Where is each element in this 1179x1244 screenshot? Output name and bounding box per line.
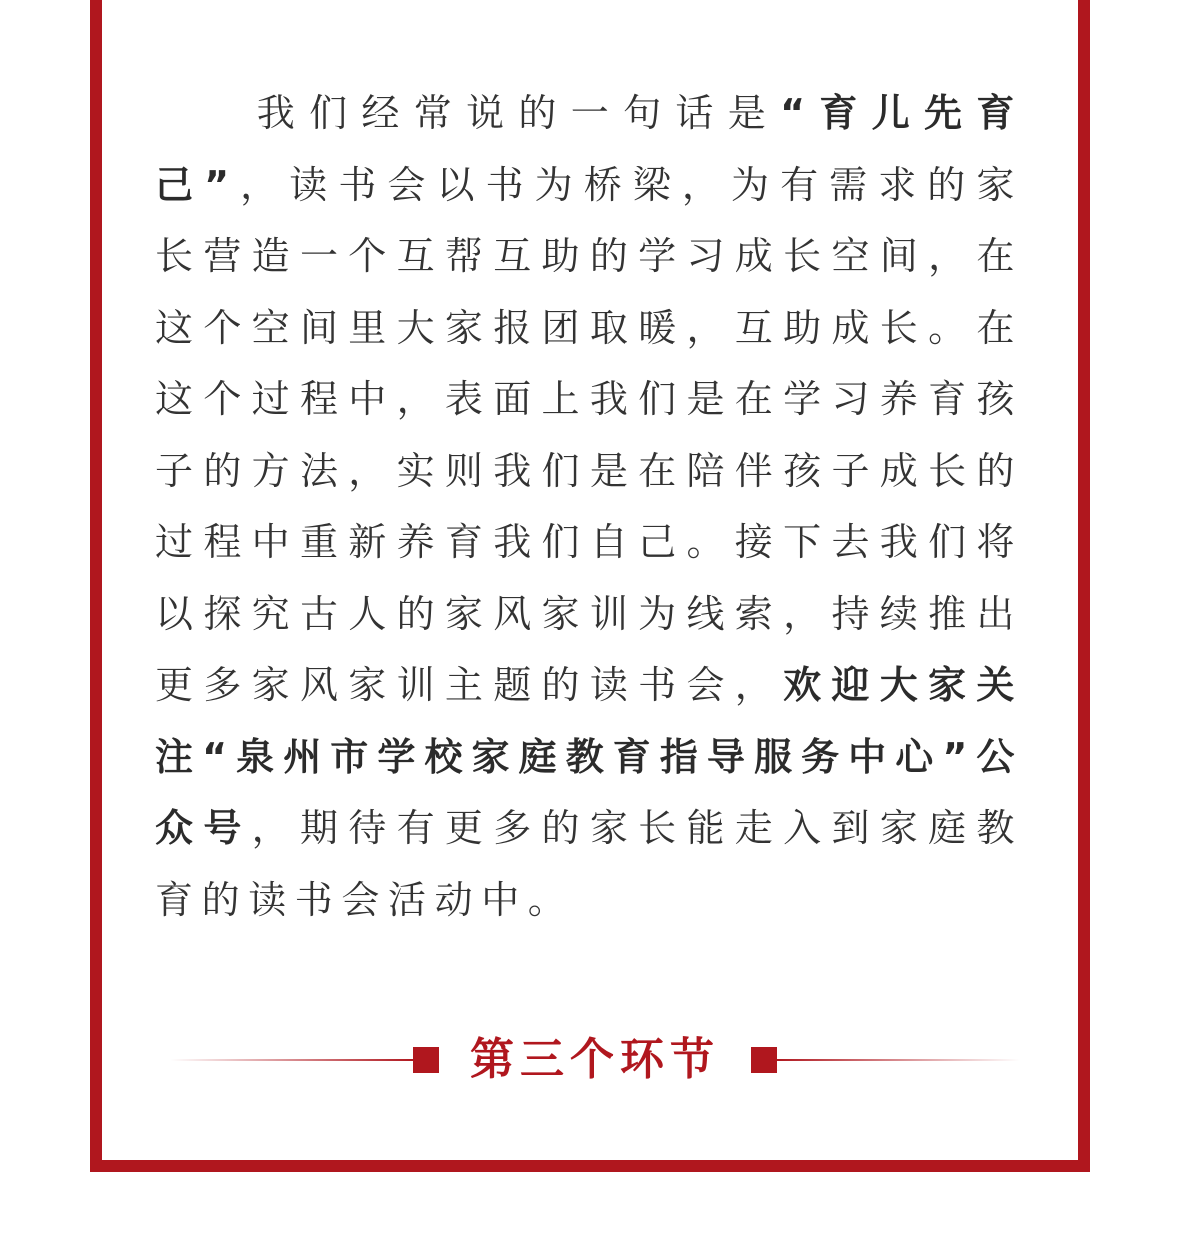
divider-line-right bbox=[775, 1059, 1020, 1061]
article-text-3: ，期待有更多的家长能走入到家庭教育的读书会活动中。 bbox=[155, 806, 1023, 922]
article-bold-follow: 欢迎大家关注“泉州市学校家庭教育指导服务中心”公众号 bbox=[155, 663, 1023, 850]
divider-square-left-icon bbox=[413, 1047, 439, 1073]
section-title: 第三个环节 bbox=[470, 1034, 720, 1085]
divider-line-left bbox=[170, 1059, 415, 1061]
article-text-1: 我们经常说的一句话是 bbox=[251, 91, 781, 135]
divider-square-right-icon bbox=[751, 1047, 777, 1073]
section-divider bbox=[170, 1030, 1020, 1090]
article-bold-quote: “育儿先育己” bbox=[155, 91, 1023, 207]
article-text-2: ，读书会以书为桥梁，为有需求的家长营造一个互帮互助的学习成长空间，在这个空间里大家报团取暖，互助成长。在这个过程中，表面上我们是在学习养育孩子的方法，实则我们是在陪伴孩子成长的过程中重新养育我们自己。接下去我们将以探究古人的家风家训为线索，持续推出更多家风家训主题的读书会， bbox=[155, 162, 1023, 707]
article-paragraph bbox=[155, 78, 1023, 936]
